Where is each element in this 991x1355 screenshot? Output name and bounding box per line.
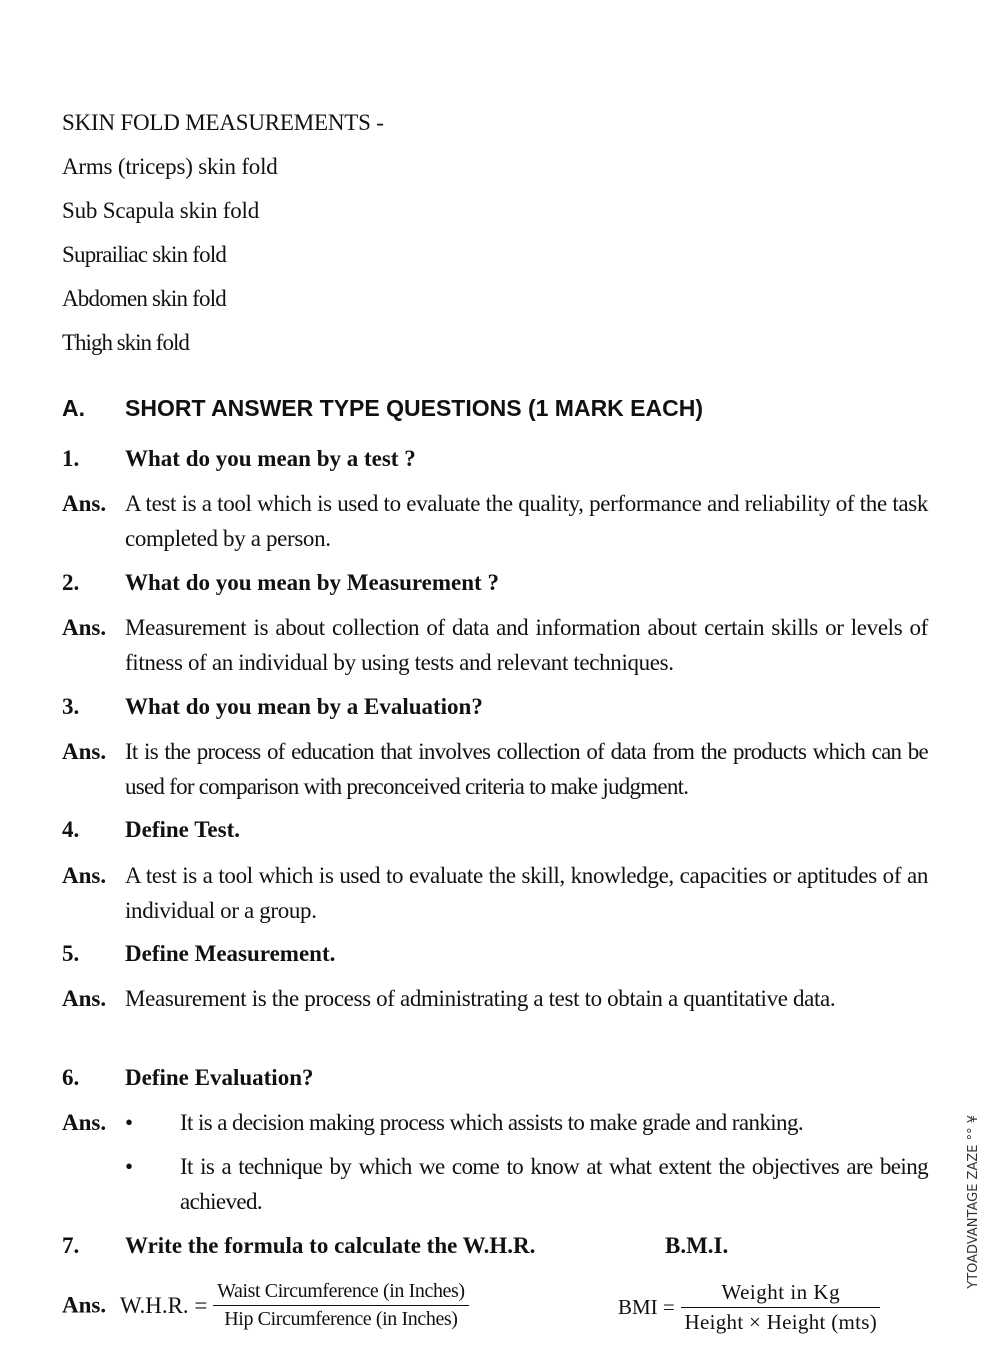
whr-fraction — [213, 1280, 469, 1331]
answer-label: Ans. — [62, 739, 107, 764]
bullet-icon: • — [125, 1110, 133, 1135]
question-number: 1. — [62, 446, 80, 471]
section-title: SHORT ANSWER TYPE QUESTIONS (1 MARK EACH) — [125, 395, 704, 421]
formula-whr — [62, 1280, 469, 1331]
answer — [62, 734, 928, 804]
answer — [62, 1105, 928, 1219]
whr-numerator: Waist Circumference (in Inches) — [213, 1280, 469, 1306]
question-text: Write the formula to calculate the W.H.R. — [125, 1233, 536, 1258]
question-number: 4. — [62, 817, 80, 842]
bmi-denominator: Height × Height (mts) — [684, 1310, 878, 1334]
bullet-text: It is a decision making process which assists to make grade and ranking. — [180, 1110, 804, 1135]
skinfold-item: Suprailiac skin fold — [62, 242, 227, 267]
answer-text: Measurement is the process of administrating a test to obtain a quantitative data. — [125, 986, 836, 1011]
answer-label: Ans. — [62, 1110, 107, 1135]
question-text-bmi: B.M.I. — [665, 1233, 729, 1258]
question-text: Define Test. — [125, 817, 240, 842]
answer-label: Ans. — [62, 615, 107, 640]
question-text: What do you mean by a test ? — [125, 446, 416, 471]
answer — [62, 486, 928, 556]
question-number: 3. — [62, 694, 80, 719]
answer-label: Ans. — [62, 863, 107, 888]
bullet-icon: • — [125, 1154, 133, 1179]
whr-denominator: Hip Circumference (in Inches) — [224, 1308, 458, 1330]
question-number: 7. — [62, 1233, 80, 1258]
bullet-text: It is a technique by which we come to know at what extent the objectives are being achieved. — [180, 1154, 928, 1214]
skinfold-title: SKIN FOLD MEASUREMENTS - — [62, 110, 384, 135]
answer — [62, 858, 928, 928]
bmi-lhs: BMI = — [618, 1295, 675, 1319]
formula-bmi — [618, 1280, 881, 1335]
bullet-item — [62, 1105, 928, 1140]
answer-text: It is the process of education that involves collection of data from the products which can be used for comparison with preconceived criteria to make judgment. — [125, 739, 928, 799]
answer-label: Ans. — [62, 491, 107, 516]
question-text: What do you mean by Measurement ? — [125, 570, 499, 595]
answer-text: Measurement is about collection of data and information about certain skills or levels of fitness of an individual by using tests and relevant techniques. — [125, 615, 928, 675]
question-number: 5. — [62, 941, 80, 966]
answer-label: Ans. — [62, 986, 107, 1011]
margin-watermark: YTOADVANTAGE ZAZE °° ¥ — [966, 1115, 981, 1289]
answer-label: Ans. — [62, 1292, 107, 1318]
question-number: 6. — [62, 1065, 80, 1090]
question-text: Define Measurement. — [125, 941, 336, 966]
answer — [62, 981, 928, 1016]
question-text: What do you mean by a Evaluation? — [125, 694, 483, 719]
section-letter: A. — [62, 395, 85, 421]
answer-text: A test is a tool which is used to evaluate the skill, knowledge, capacities or aptitudes of an individual or a group. — [125, 863, 928, 923]
skinfold-item: Arms (triceps) skin fold — [62, 154, 278, 179]
answer — [62, 610, 928, 680]
question-text: Define Evaluation? — [125, 1065, 314, 1090]
bullet-item — [62, 1149, 928, 1219]
question-number: 2. — [62, 570, 80, 595]
whr-lhs: W.H.R. = — [119, 1292, 208, 1318]
skinfold-item: Thigh skin fold — [62, 330, 189, 355]
answer-text: A test is a tool which is used to evaluate the quality, performance and reliability of the task completed by a person. — [125, 491, 928, 551]
skinfold-item: Abdomen skin fold — [62, 286, 226, 311]
bmi-fraction — [681, 1280, 882, 1335]
section-heading — [62, 393, 704, 423]
bmi-numerator: Weight in Kg — [681, 1280, 880, 1308]
skinfold-item: Sub Scapula skin fold — [62, 198, 260, 223]
